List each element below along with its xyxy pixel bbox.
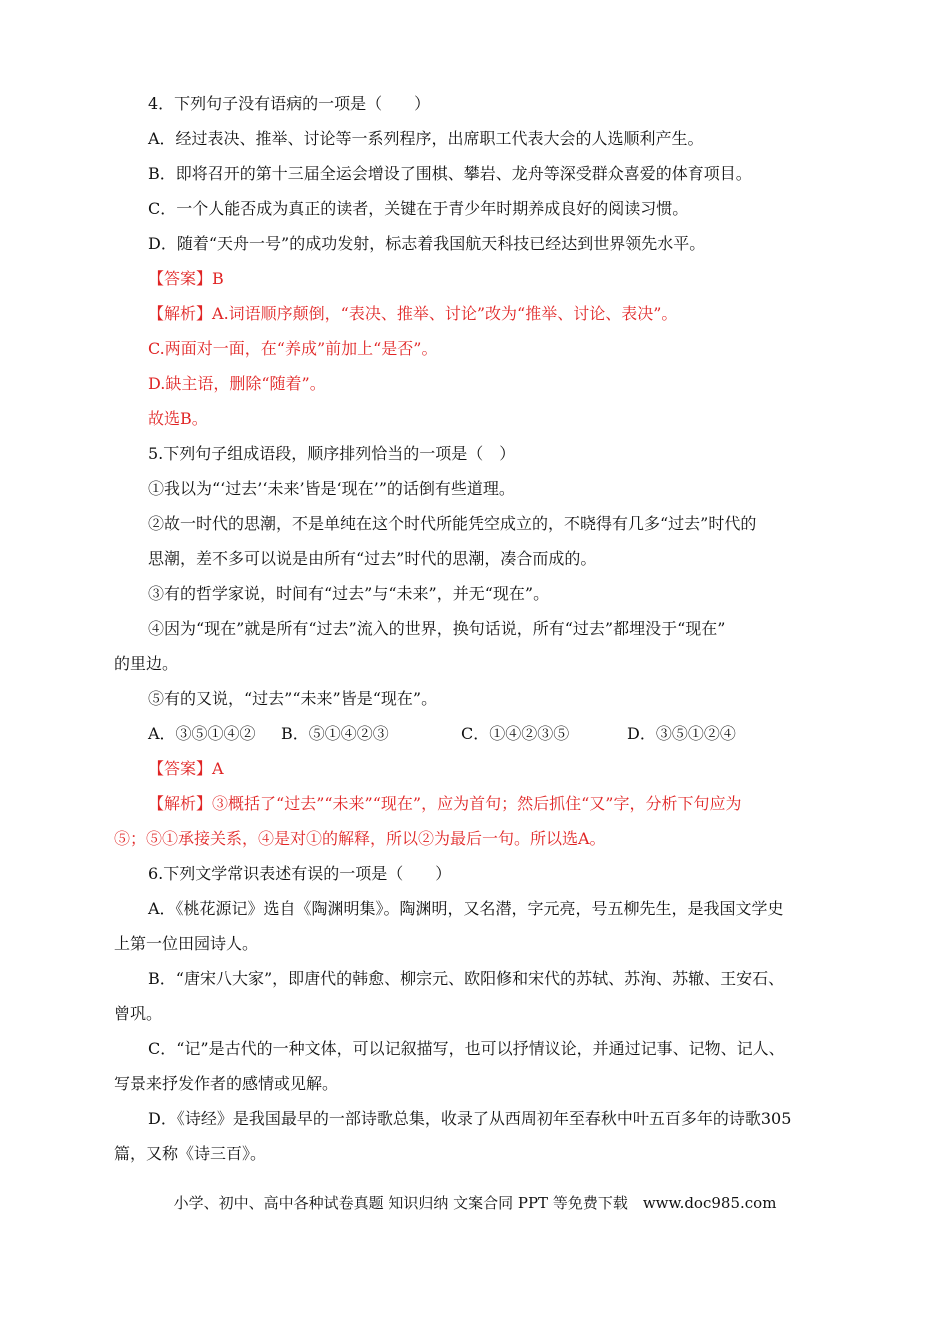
q4-option-d: D．随着“天舟一号”的成功发射，标志着我国航天科技已经达到世界领先水平。 <box>148 234 706 253</box>
q4-option-c: C．一个人能否成为真正的读者，关键在于青少年时期养成良好的阅读习惯。 <box>148 199 689 218</box>
analysis-text: A.词语顺序颠倒，“表决、推举、讨论”改为“推举、讨论、表决”。 <box>212 304 678 323</box>
q4-analysis-line: 故选B。 <box>148 409 208 428</box>
q5-option-d: D．③⑤①②④ <box>627 724 736 743</box>
q4-analysis-line <box>148 303 677 325</box>
q4-answer <box>148 268 224 290</box>
q5-option-a: A．③⑤①④② <box>148 724 256 743</box>
q5-option-c: C．①④②③⑤ <box>461 724 570 743</box>
q5-analysis-line: ⑤；⑤①承接关系，④是对①的解释，所以②为最后一句。所以选A。 <box>114 829 606 848</box>
q5-analysis-line <box>148 793 741 815</box>
q6-option-b-cont: 曾巩。 <box>114 1004 163 1023</box>
analysis-tag: 【解析】 <box>148 304 213 323</box>
q6-option-a-cont: 上第一位田园诗人。 <box>114 934 259 953</box>
q4-option-a: A．经过表决、推举、讨论等一系列程序，出席职工代表大会的人选顺利产生。 <box>148 129 704 148</box>
q6-stem: 6.下列文学常识表述有误的一项是（ ） <box>148 864 452 883</box>
q5-option-b: B．⑤①④②③ <box>281 724 389 743</box>
q6-option-d: D．《诗经》是我国最早的一部诗歌总集，收录了从西周初年至春秋中叶五百多年的诗歌305 <box>148 1109 792 1128</box>
q5-sentence: ③有的哲学家说，时间有“过去”与“未来”，并无“现在”。 <box>148 584 550 603</box>
answer-value: B <box>212 269 224 288</box>
q5-sentence: 的里边。 <box>114 654 179 673</box>
q6-option-b: B．“唐宋八大家”，即唐代的韩愈、柳宗元、欧阳修和宋代的苏轼、苏洵、苏辙、王安石、 <box>148 969 785 988</box>
answer-value: A <box>212 759 224 778</box>
q5-sentence: 思潮，差不多可以说是由所有“过去”时代的思潮，凑合而成的。 <box>148 549 597 568</box>
q5-sentence: ②故一时代的思潮，不是单纯在这个时代所能凭空成立的，不晓得有几多“过去”时代的 <box>148 514 757 533</box>
q6-option-c-cont: 写景来抒发作者的感情或见解。 <box>114 1074 339 1093</box>
q5-answer <box>148 758 224 780</box>
q6-option-c: C．“记”是古代的一种文体，可以记叙描写，也可以抒情议论，并通过记事、记物、记人、 <box>148 1039 785 1058</box>
q6-option-d-cont: 篇，又称《诗三百》。 <box>114 1144 267 1163</box>
answer-tag: 【答案】 <box>148 269 213 288</box>
answer-tag: 【答案】 <box>148 759 213 778</box>
q5-sentence: ④因为“现在”就是所有“过去”流入的世界，换句话说，所有“过去”都埋没于“现在” <box>148 619 726 638</box>
q4-analysis-line: C.两面对一面，在“养成”前加上“是否”。 <box>148 339 438 358</box>
analysis-tag: 【解析】 <box>148 794 213 813</box>
q5-sentence: ⑤有的又说，“过去”“未来”皆是“现在”。 <box>148 689 438 708</box>
q4-analysis-line: D.缺主语，删除“随着”。 <box>148 374 326 393</box>
page-footer: 小学、初中、高中各种试卷真题 知识归纳 文案合同 PPT 等免费下载 www.doc985.com <box>173 1194 777 1212</box>
q5-sentence: ①我以为“‘过去’‘未来’皆是‘现在’”的话倒有些道理。 <box>148 479 515 498</box>
q5-stem: 5.下列句子组成语段，顺序排列恰当的一项是（ ） <box>148 444 516 463</box>
q4-option-b: B．即将召开的第十三届全运会增设了围棋、攀岩、龙舟等深受群众喜爱的体育项目。 <box>148 164 752 183</box>
q6-option-a: A．《桃花源记》选自《陶渊明集》。陶渊明，又名潜，字元亮，号五柳先生，是我国文学史 <box>148 899 784 918</box>
q4-stem: 4．下列句子没有语病的一项是（ ） <box>148 94 431 113</box>
analysis-text: ③概括了“过去”“未来”“现在”，应为首句；然后抓住“又”字，分析下句应为 <box>212 794 742 813</box>
